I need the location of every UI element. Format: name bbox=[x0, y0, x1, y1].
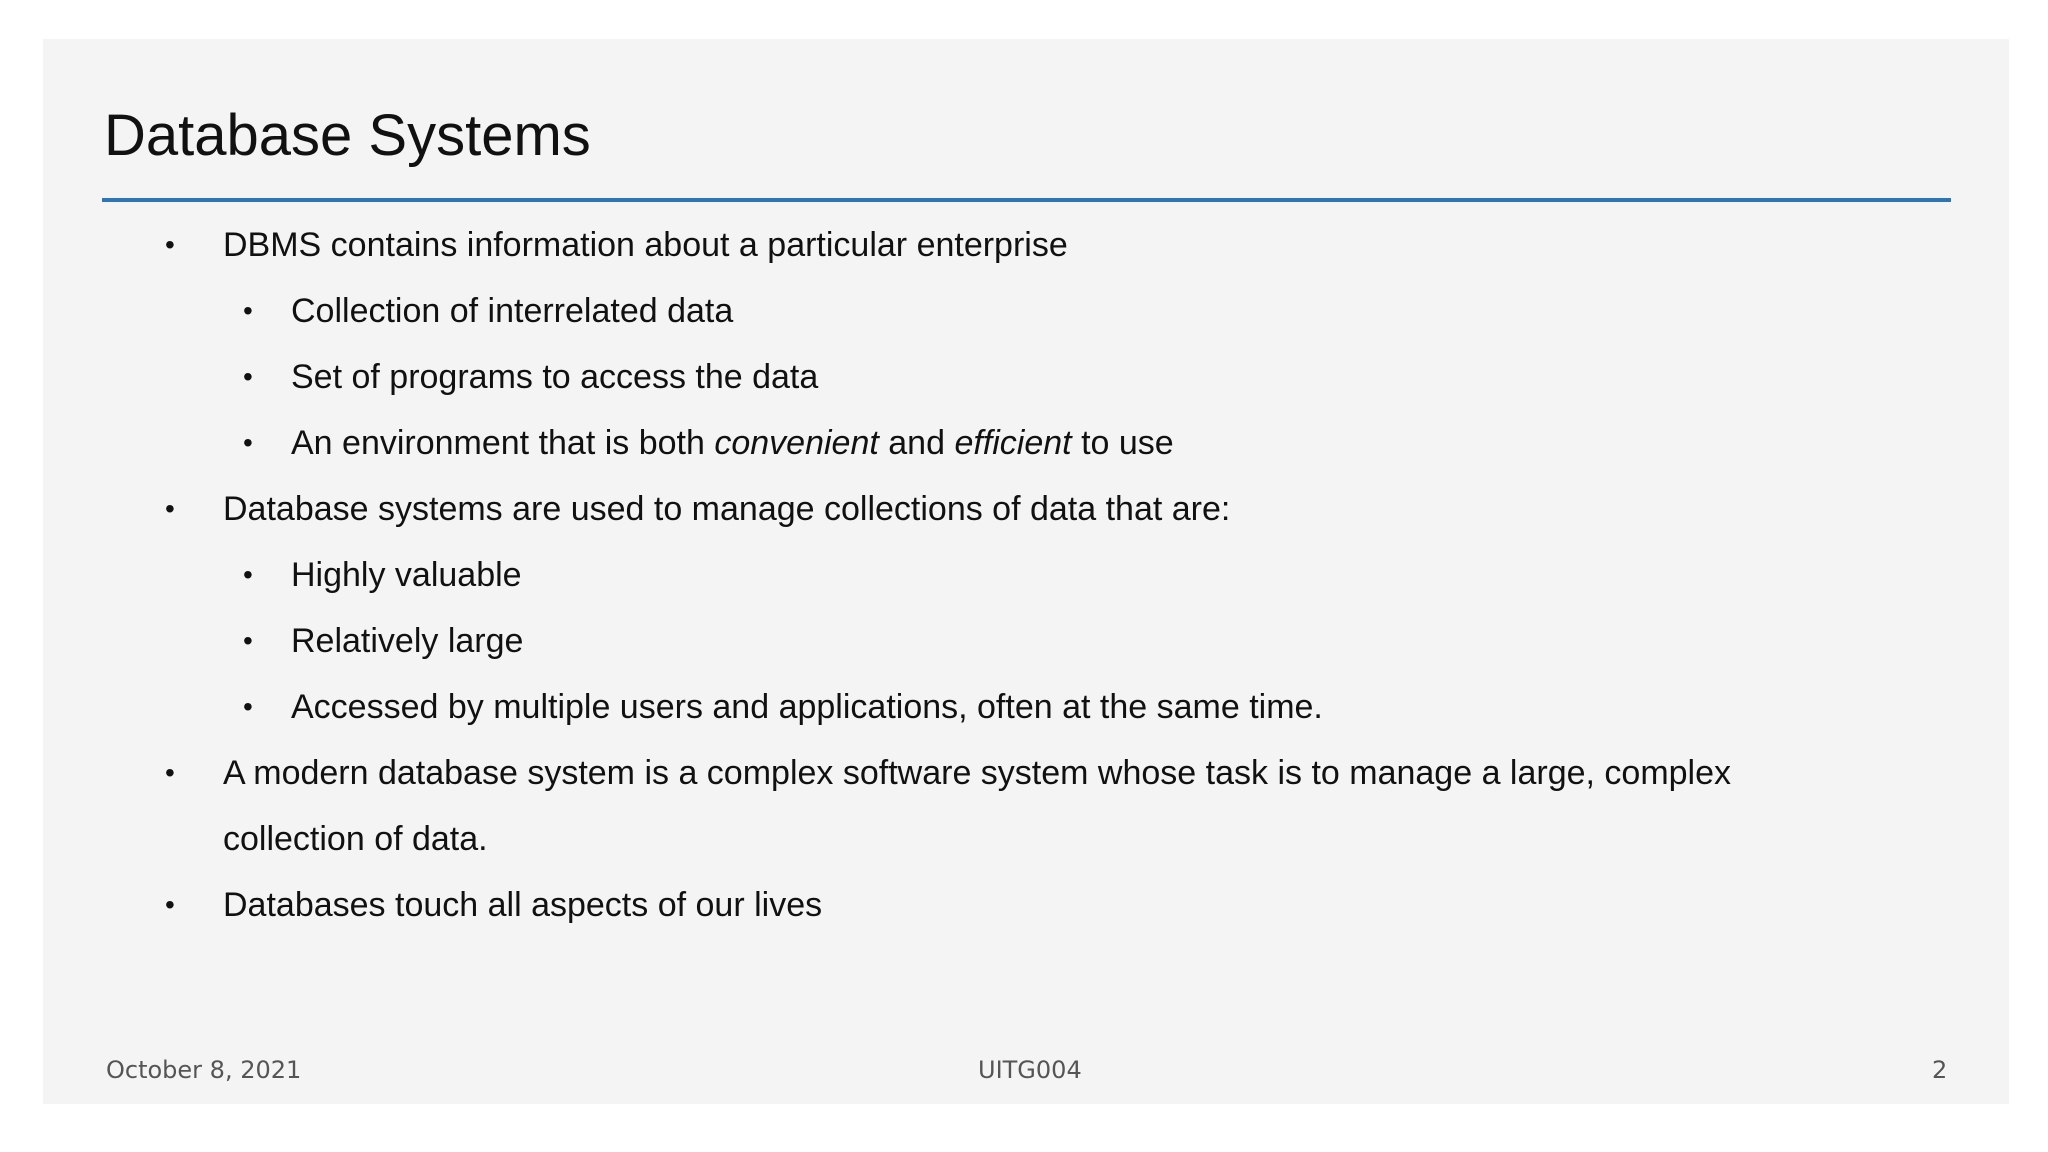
bullet-continuation bbox=[223, 806, 488, 872]
bullet-item bbox=[165, 872, 823, 938]
bullet-marker: • bbox=[243, 361, 253, 392]
slide bbox=[43, 39, 2009, 1104]
bullet-marker: • bbox=[243, 427, 253, 458]
emphasis-text: efficient bbox=[954, 424, 1072, 462]
slide-title: Database Systems bbox=[104, 103, 591, 168]
bullet-text: to use bbox=[1071, 424, 1174, 462]
sub-bullet-item bbox=[243, 410, 1174, 476]
bullet-text: collection of data. bbox=[223, 820, 488, 858]
bullet-text: DBMS contains information about a particular enterprise bbox=[223, 226, 1068, 264]
sub-bullet-item bbox=[243, 278, 734, 344]
bullet-marker: • bbox=[243, 559, 253, 590]
bullet-item bbox=[165, 740, 1732, 806]
bullet-item bbox=[165, 476, 1231, 542]
bullet-marker: • bbox=[165, 493, 175, 524]
bullet-marker: • bbox=[243, 295, 253, 326]
bullet-text: Relatively large bbox=[291, 622, 524, 660]
bullet-text: A modern database system is a complex software system whose task is to manage a large, complex bbox=[223, 754, 1732, 792]
bullet-item bbox=[165, 212, 1068, 278]
bullet-marker: • bbox=[165, 757, 175, 788]
footer-date: October 8, 2021 bbox=[106, 1056, 302, 1084]
bullet-text: and bbox=[878, 424, 955, 462]
bullet-text: An environment that is both bbox=[291, 424, 715, 462]
bullet-text: Highly valuable bbox=[291, 556, 522, 594]
footer-course-code: UITG004 bbox=[978, 1056, 1082, 1084]
bullet-list bbox=[43, 39, 2009, 1104]
bullet-text: Set of programs to access the data bbox=[291, 358, 819, 396]
sub-bullet-item bbox=[243, 674, 1323, 740]
bullet-text: Database systems are used to manage collections of data that are: bbox=[223, 490, 1231, 528]
sub-bullet-item bbox=[243, 344, 819, 410]
sub-bullet-item bbox=[243, 542, 522, 608]
bullet-marker: • bbox=[165, 889, 175, 920]
bullet-text: Accessed by multiple users and applications, often at the same time. bbox=[291, 688, 1323, 726]
emphasis-text: convenient bbox=[714, 424, 879, 462]
bullet-marker: • bbox=[243, 625, 253, 656]
bullet-text: Databases touch all aspects of our lives bbox=[223, 886, 823, 924]
bullet-marker: • bbox=[165, 229, 175, 260]
bullet-text: Collection of interrelated data bbox=[291, 292, 734, 330]
bullet-marker: • bbox=[243, 691, 253, 722]
sub-bullet-item bbox=[243, 608, 524, 674]
footer-page-number: 2 bbox=[1932, 1056, 1948, 1084]
